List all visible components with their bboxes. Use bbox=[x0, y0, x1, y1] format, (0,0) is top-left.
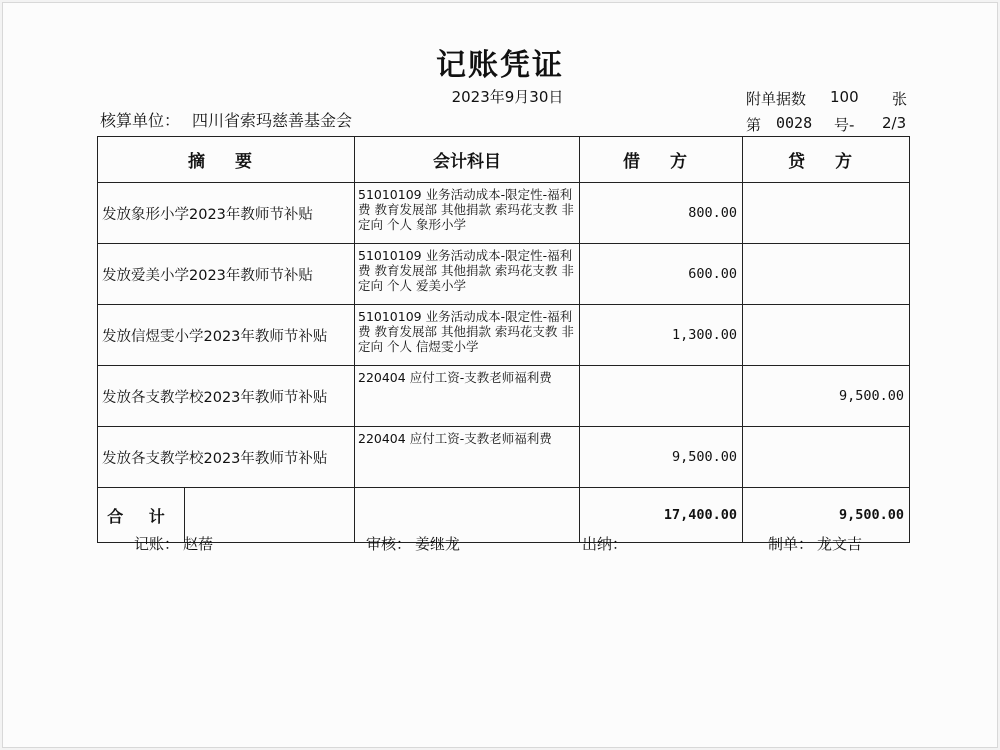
total-credit: 9,500.00 bbox=[743, 488, 910, 543]
voucher-table bbox=[97, 136, 910, 543]
bookkeeper-name: 赵蓓 bbox=[183, 535, 214, 553]
footer-bookkeeper bbox=[134, 533, 213, 554]
voucher-suffix: 号- bbox=[834, 116, 855, 134]
table-row bbox=[98, 305, 910, 366]
footer-preparer bbox=[768, 533, 862, 554]
header-credit: 贷 方 bbox=[743, 137, 910, 183]
total-debit: 17,400.00 bbox=[580, 488, 743, 543]
row-account: 51010109 业务活动成本-限定性-福利费 教育发展部 其他捐款 索玛花支教 非定向 个人 信煜雯小学 bbox=[355, 305, 580, 366]
reviewer-name: 姜继龙 bbox=[415, 535, 461, 553]
header-debit: 借 方 bbox=[580, 137, 743, 183]
row-credit: 9,500.00 bbox=[743, 366, 910, 427]
attachment-number: 100 bbox=[830, 88, 859, 106]
table-row bbox=[98, 427, 910, 488]
table-row bbox=[98, 244, 910, 305]
row-account: 51010109 业务活动成本-限定性-福利费 教育发展部 其他捐款 索玛花支教 非定向 个人 爱美小学 bbox=[355, 244, 580, 305]
row-credit bbox=[743, 427, 910, 488]
row-debit bbox=[580, 366, 743, 427]
row-summary: 发放各支教学校2023年教师节补贴 bbox=[98, 366, 355, 427]
row-credit bbox=[743, 305, 910, 366]
accounting-unit bbox=[100, 108, 352, 131]
voucher-date: 2023年9月30日 bbox=[451, 88, 564, 106]
row-account: 220404 应付工资-支教老师福利费 bbox=[355, 366, 580, 427]
row-summary: 发放信煜雯小学2023年教师节补贴 bbox=[98, 305, 355, 366]
footer-reviewer bbox=[366, 533, 460, 554]
row-debit: 9,500.00 bbox=[580, 427, 743, 488]
footer-cashier bbox=[582, 533, 631, 554]
reviewer-label: 审核： bbox=[366, 535, 412, 553]
table-header-row bbox=[98, 137, 910, 183]
row-credit bbox=[743, 244, 910, 305]
accounting-unit-label: 核算单位： bbox=[100, 111, 181, 130]
voucher-prefix: 第 bbox=[746, 116, 762, 134]
row-debit: 800.00 bbox=[580, 183, 743, 244]
row-debit: 1,300.00 bbox=[580, 305, 743, 366]
row-debit: 600.00 bbox=[580, 244, 743, 305]
accounting-unit-value: 四川省索玛慈善基金会 bbox=[192, 111, 353, 130]
bookkeeper-label: 记账： bbox=[134, 535, 180, 553]
total-label: 合 计 bbox=[98, 488, 185, 542]
row-account: 220404 应付工资-支教老师福利费 bbox=[355, 427, 580, 488]
row-account: 51010109 业务活动成本-限定性-福利费 教育发展部 其他捐款 索玛花支教 非定向 个人 象形小学 bbox=[355, 183, 580, 244]
table-row bbox=[98, 183, 910, 244]
table-row bbox=[98, 366, 910, 427]
row-summary: 发放爱美小学2023年教师节补贴 bbox=[98, 244, 355, 305]
row-summary: 发放象形小学2023年教师节补贴 bbox=[98, 183, 355, 244]
attachment-unit: 张 bbox=[892, 90, 908, 108]
preparer-label: 制单： bbox=[768, 535, 814, 553]
row-credit bbox=[743, 183, 910, 244]
header-summary: 摘 要 bbox=[98, 137, 355, 183]
attachment-count bbox=[746, 88, 911, 109]
voucher-title: 记账凭证 bbox=[436, 48, 564, 83]
voucher-number-value: 0028 bbox=[776, 114, 813, 132]
preparer-name: 龙文吉 bbox=[817, 535, 863, 553]
header-account: 会计科目 bbox=[355, 137, 580, 183]
attachment-label: 附单据数 bbox=[746, 90, 807, 108]
voucher-page-index: 2/3 bbox=[882, 114, 907, 132]
voucher-number bbox=[746, 114, 916, 135]
row-summary: 发放各支教学校2023年教师节补贴 bbox=[98, 427, 355, 488]
cashier-label: 出纳： bbox=[582, 535, 628, 553]
